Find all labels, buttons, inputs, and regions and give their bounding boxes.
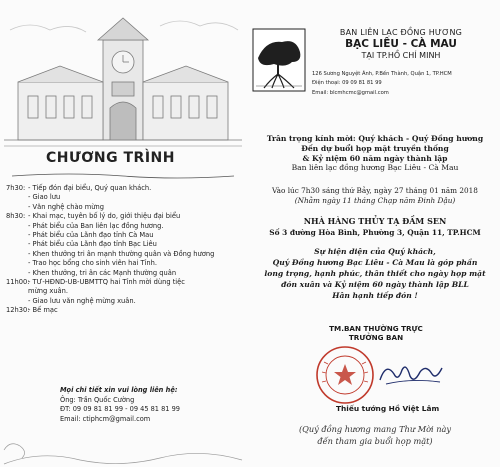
agenda-time: 11h00: xyxy=(6,278,30,287)
agenda-text: - Bế mạc xyxy=(28,306,58,315)
email-line: Email: blcmhcmc@gmail.com xyxy=(312,89,389,96)
organization-header xyxy=(306,28,496,60)
red-seal-stamp xyxy=(314,344,376,406)
agenda-item xyxy=(6,297,242,306)
closing-line-1: Sự hiện diện của Quý khách, xyxy=(314,247,436,256)
org-city: TẠI TP.HỒ CHÍ MINH xyxy=(361,51,441,60)
agenda-time xyxy=(6,222,28,231)
organization-address xyxy=(312,70,500,98)
contact-block xyxy=(60,386,246,424)
agenda-time xyxy=(6,231,28,240)
agenda-time xyxy=(6,193,28,202)
agenda-time: 8h30: xyxy=(6,212,26,221)
agenda-item xyxy=(6,222,242,231)
invite-line-4: Ban liên lạc đồng hương Bạc Liêu - Cà Mau xyxy=(291,163,459,173)
bottom-ornament xyxy=(0,420,246,467)
agenda-text: mừng xuân. xyxy=(28,287,69,296)
contact-email: Email: ctiphcm@gmail.com xyxy=(60,414,151,423)
venue-name: NHÀ HÀNG THỦY TẠ ĐẦM SEN xyxy=(303,216,447,226)
agenda-item xyxy=(6,212,242,221)
agenda-text: - Phát biểu của Lãnh đạo tỉnh Cà Mau xyxy=(28,231,154,240)
agenda-text: - TƯ-HĐND-UB-UBMTTQ hai Tỉnh mời dùng tiệc xyxy=(28,278,185,287)
org-line: BAN LIÊN LẠC ĐỒNG HƯƠNG xyxy=(339,28,463,37)
ben-thanh-market-illustration xyxy=(0,0,246,160)
agenda-item xyxy=(6,278,242,287)
contact-heading: Mọi chi tiết xin vui lòng liên hệ: xyxy=(60,386,178,394)
agenda-time xyxy=(6,250,28,259)
venue-address: Số 3 đường Hòa Bình, Phường 3, Quận 11, TP.HCM xyxy=(269,228,481,237)
agenda-time xyxy=(6,287,28,296)
agenda-time xyxy=(6,269,28,278)
invite-line-1: Trân trọng kính mời: Quý khách - Quý Đồng hương xyxy=(266,134,484,143)
org-name: BẠC LIÊU - CÀ MAU xyxy=(345,38,457,50)
footer-line-1: (Quý đồng hương mang Thư Mời này xyxy=(298,424,452,434)
agenda-item xyxy=(6,269,242,278)
invitation-text xyxy=(250,134,500,173)
invite-line-2: Đến dự buổi họp mặt truyền thống xyxy=(301,143,449,153)
closing-line-4: đón xuân và Kỷ niệm 60 ngày thành lập BLL xyxy=(281,280,469,289)
agenda-text: - Giao lưu xyxy=(28,193,61,202)
agenda-item xyxy=(6,184,242,193)
phone-line: Điện thoại: 09 09 81 81 99 xyxy=(312,80,382,87)
agenda-text: - Giao lưu văn nghệ mừng xuân. xyxy=(28,296,136,305)
closing-line-3: long trọng, hạnh phúc, thân thiết cho ngày họp mặt xyxy=(264,269,486,278)
contact-phone: ĐT: 09 09 81 81 99 - 09 45 81 81 99 xyxy=(60,405,180,414)
left-panel xyxy=(0,0,246,467)
footer-note xyxy=(250,423,500,447)
agenda-item xyxy=(6,250,242,259)
closing-text xyxy=(250,246,500,301)
signature-title-1: TM.BAN THƯỜNG TRỰC xyxy=(329,324,423,333)
agenda-item xyxy=(6,193,242,202)
right-panel xyxy=(246,0,500,467)
signer-name: Thiếu tướng Hồ Việt Lâm xyxy=(336,404,440,413)
agenda-text: - Khen thưởng tri ân mạnh thường quân và Đồng hương xyxy=(28,249,215,258)
agenda-item xyxy=(6,240,242,249)
closing-line-5: Hân hạnh tiếp đón ! xyxy=(332,291,418,300)
mangrove-tree-logo xyxy=(252,28,306,92)
title-ornament xyxy=(10,172,236,180)
agenda-text: - Trao học bổng cho sinh viên hai Tỉnh. xyxy=(28,259,158,268)
agenda-item xyxy=(6,287,242,296)
agenda-item xyxy=(6,203,242,212)
event-time xyxy=(250,186,500,205)
agenda-text: - Tiếp đón đại biểu, Quý quan khách. xyxy=(28,184,152,192)
agenda-item xyxy=(6,259,242,268)
agenda-time xyxy=(6,203,28,212)
event-date: Vào lúc 7h30 sáng thứ Bảy, ngày 27 tháng 01 năm 2018 xyxy=(272,186,478,195)
contact-name: Ông: Trần Quốc Cường xyxy=(60,395,135,404)
footer-line-2: đến tham gia buổi họp mặt) xyxy=(317,436,433,446)
program-title: CHƯƠNG TRÌNH xyxy=(46,150,175,166)
closing-line-2: Quý Đồng hương Bạc Liêu - Cà Mau là góp phần xyxy=(272,258,478,267)
agenda-time xyxy=(6,240,28,249)
program-agenda xyxy=(6,184,242,316)
lunar-date-note: (Nhằm ngày 11 tháng Chạp năm Đinh Dậu) xyxy=(294,195,456,205)
handwritten-signature xyxy=(376,358,446,388)
agenda-time: 7h30: xyxy=(6,184,26,192)
signature-title xyxy=(306,324,446,342)
agenda-text: - Khai mạc, tuyên bố lý do, giới thiệu đại biểu xyxy=(28,212,181,221)
agenda-text: - Khen thưởng, tri ân các Mạnh thường quân xyxy=(28,268,177,277)
invite-line-3: & Kỷ niệm 60 năm ngày thành lập xyxy=(302,153,448,163)
agenda-time: 12h30: xyxy=(6,306,30,315)
agenda-text: - Phát biểu của Ban liên lạc đồng hương. xyxy=(28,221,164,230)
agenda-time xyxy=(6,297,28,306)
agenda-item xyxy=(6,306,242,315)
signature-title-2: TRƯỞNG BAN xyxy=(348,333,404,342)
agenda-text: - Phát biểu của Lãnh đạo tỉnh Bạc Liêu xyxy=(28,240,157,249)
agenda-text: - Văn nghệ chào mừng xyxy=(28,202,105,211)
address-line: 126 Sương Nguyệt Ánh, P.Bến Thành, Quận 1, TP.HCM xyxy=(312,71,452,77)
agenda-time xyxy=(6,259,28,268)
